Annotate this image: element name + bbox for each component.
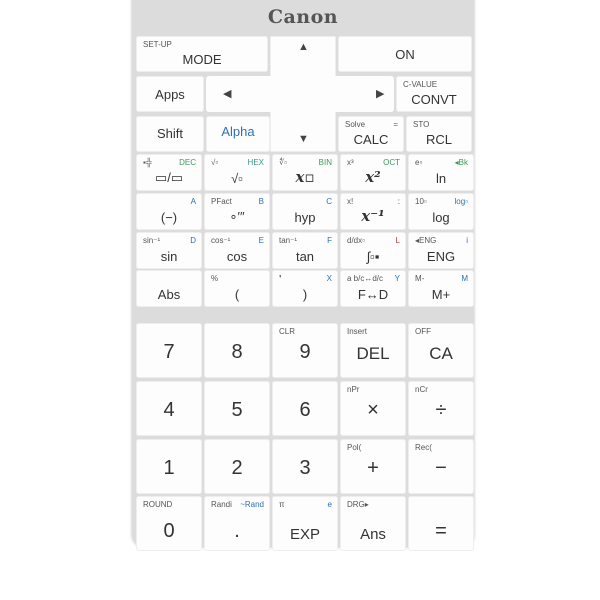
- num-key-shift-label: ROUND: [143, 500, 173, 509]
- num-key[interactable]: [136, 381, 202, 436]
- num-key[interactable]: [408, 496, 474, 551]
- mode-label: MODE: [182, 52, 222, 67]
- fn-key-shift-label: ◂ENG: [415, 236, 437, 245]
- fn-key-alpha-label: A: [190, 197, 196, 206]
- num-key-label: 9: [299, 341, 311, 363]
- num-key-shift-label: CLR: [279, 327, 296, 336]
- fn-key-label: √▫: [231, 171, 243, 186]
- num-key-alpha-label: e: [327, 500, 332, 509]
- num-key-label: DEL: [356, 344, 390, 363]
- fn-key[interactable]: [204, 232, 270, 269]
- fn-key-alpha-label: DEC: [179, 158, 196, 167]
- num-key-shift-label: DRG▸: [347, 500, 369, 509]
- brand-logo: Canon: [267, 6, 339, 28]
- alpha-label: Alpha: [221, 124, 255, 139]
- fn-key-alpha-label: :: [397, 197, 400, 206]
- fn-key-label: tan: [295, 249, 315, 264]
- fn-key[interactable]: [136, 270, 202, 307]
- num-key-label: CA: [429, 344, 453, 363]
- num-key-shift-label: Randi: [211, 500, 232, 509]
- num-key-label: EXP: [289, 526, 320, 543]
- setup-label: SET-UP: [143, 40, 172, 49]
- num-key-label: 0: [163, 520, 175, 542]
- fn-key[interactable]: [408, 193, 474, 230]
- fn-key[interactable]: [136, 232, 202, 269]
- num-key[interactable]: [272, 323, 338, 378]
- num-key[interactable]: [136, 496, 202, 551]
- num-key-shift-label: π: [279, 500, 285, 509]
- fn-key-alpha-label: F: [327, 236, 332, 245]
- convt-key[interactable]: [396, 76, 472, 112]
- num-key-shift-label: Insert: [347, 327, 368, 336]
- num-key-label: 1: [163, 457, 175, 479]
- fn-key-alpha-label: L: [395, 236, 400, 245]
- fn-key-label: (: [234, 287, 240, 302]
- solve-label: Solve: [345, 120, 366, 129]
- num-key-label: 6: [299, 399, 311, 421]
- fn-key[interactable]: [272, 154, 338, 191]
- fn-key-label: hyp: [294, 210, 316, 225]
- fn-key[interactable]: [272, 270, 338, 307]
- arrow-down-icon[interactable]: ▼: [298, 133, 309, 145]
- fn-key-shift-label: √▫: [211, 158, 219, 167]
- shift-key[interactable]: [136, 116, 204, 152]
- fn-key-shift-label: tan⁻¹: [279, 236, 298, 245]
- fn-key-label: x⁻¹: [361, 207, 385, 225]
- fn-key[interactable]: [204, 154, 270, 191]
- fn-key-alpha-label: ◂Bk: [454, 158, 468, 167]
- shift-label: Shift: [156, 126, 183, 141]
- num-key-label: .: [234, 520, 240, 542]
- num-key-shift-label: nCr: [415, 385, 428, 394]
- fn-key[interactable]: [136, 193, 202, 230]
- num-key-label: 3: [299, 457, 311, 479]
- fn-key[interactable]: [272, 232, 338, 269]
- fn-key-label: ∘′″: [229, 209, 245, 224]
- fn-key-alpha-label: X: [326, 274, 332, 283]
- fn-key-label: log: [432, 210, 450, 225]
- num-key-label: =: [435, 520, 447, 542]
- fn-key-label: x²: [365, 168, 381, 186]
- num-key[interactable]: [340, 323, 406, 378]
- rcl-key[interactable]: [406, 116, 472, 152]
- fn-key-shift-label: ∜▫: [279, 158, 287, 167]
- fn-key[interactable]: [408, 154, 474, 191]
- fn-key-shift-label: 10▫: [415, 197, 427, 206]
- num-key-shift-label: nPr: [347, 385, 360, 394]
- fn-key-label: x▫: [295, 168, 315, 186]
- arrow-left-icon[interactable]: ◀: [223, 88, 232, 100]
- fn-key-shift-label: sin⁻¹: [143, 236, 161, 245]
- fn-key-label: ∫▫▪: [366, 249, 380, 264]
- fn-key-shift-label: M-: [415, 274, 425, 283]
- fn-key-alpha-label: Y: [394, 274, 400, 283]
- fn-key[interactable]: [204, 193, 270, 230]
- fn-key-shift-label: cos⁻¹: [211, 236, 231, 245]
- num-key-label: ×: [367, 399, 379, 421]
- fn-key-alpha-label: B: [258, 197, 264, 206]
- fn-key-alpha-label: C: [326, 197, 332, 206]
- apps-label: Apps: [155, 87, 185, 102]
- fn-key-label: cos: [226, 249, 248, 264]
- fn-key-alpha-label: M: [461, 274, 468, 283]
- num-key-label: +: [367, 457, 379, 479]
- fn-key-shift-label: d/dx▫: [347, 236, 365, 245]
- mode-key[interactable]: [136, 36, 268, 72]
- solve-eq-label: =: [393, 120, 398, 129]
- cvalue-label: C-VALUE: [403, 80, 438, 89]
- fn-key-label: (−): [160, 210, 178, 225]
- num-key[interactable]: [204, 381, 270, 436]
- num-key-label: 2: [231, 457, 243, 479]
- fn-key-shift-label: e▫: [415, 158, 423, 167]
- num-key[interactable]: [204, 496, 270, 551]
- fn-key[interactable]: [272, 193, 338, 230]
- num-key[interactable]: [340, 439, 406, 494]
- num-key-label: 4: [163, 399, 175, 421]
- fn-key-alpha-label: BIN: [318, 158, 332, 167]
- num-key-label: 8: [231, 341, 243, 363]
- fn-key[interactable]: [204, 270, 270, 307]
- num-key-label: 5: [231, 399, 243, 421]
- fn-key-alpha-label: i: [466, 236, 468, 245]
- num-key[interactable]: [204, 439, 270, 494]
- apps-key[interactable]: [136, 76, 204, 112]
- num-key-alpha-label: ~Rand: [240, 500, 264, 509]
- fn-key-label: Abs: [157, 287, 181, 302]
- num-key[interactable]: [136, 323, 202, 378]
- fn-key-alpha-label: HEX: [247, 158, 264, 167]
- fn-key-label: sin: [160, 249, 178, 264]
- fn-key-shift-label: PFact: [211, 197, 232, 206]
- num-key[interactable]: [272, 496, 338, 551]
- num-key[interactable]: [272, 381, 338, 436]
- on-key[interactable]: [338, 36, 472, 72]
- calc-label: CALC: [353, 132, 389, 147]
- num-key-label: −: [435, 457, 447, 479]
- num-key[interactable]: [340, 381, 406, 436]
- num-key-label: ÷: [435, 399, 447, 421]
- alpha-key[interactable]: [206, 116, 270, 152]
- num-key[interactable]: [136, 439, 202, 494]
- num-key[interactable]: [340, 496, 406, 551]
- fn-key-label: F↔D: [357, 287, 389, 302]
- num-key[interactable]: [408, 323, 474, 378]
- num-key[interactable]: [204, 323, 270, 378]
- fn-key-shift-label: a b/c↔d/c: [347, 274, 384, 283]
- fn-key-label: ▭/▭: [154, 170, 184, 185]
- fn-key[interactable]: [408, 270, 474, 307]
- num-key[interactable]: [272, 439, 338, 494]
- fn-key[interactable]: [340, 193, 406, 230]
- fn-key[interactable]: [340, 154, 406, 191]
- calc-key[interactable]: [338, 116, 404, 152]
- sto-label: STO: [413, 120, 430, 129]
- on-label: ON: [395, 47, 415, 62]
- fn-key-shift-label: ❜: [279, 274, 282, 283]
- fn-key-alpha-label: log▫: [454, 197, 468, 206]
- num-key[interactable]: [408, 439, 474, 494]
- fn-key-label: ln: [435, 171, 447, 186]
- fn-key-shift-label: ▪╬: [143, 158, 152, 167]
- num-key-shift-label: Rec(: [415, 443, 432, 452]
- fn-key-alpha-label: D: [190, 236, 196, 245]
- num-key-label: Ans: [360, 526, 386, 543]
- num-key[interactable]: [408, 381, 474, 436]
- num-key-shift-label: Pol(: [347, 443, 362, 452]
- num-key-label: 7: [163, 341, 175, 363]
- fn-key-label: ENG: [426, 249, 456, 264]
- fn-key[interactable]: [408, 232, 474, 269]
- fn-key[interactable]: [340, 270, 406, 307]
- fn-key-alpha-label: E: [258, 236, 264, 245]
- arrow-up-icon[interactable]: ▲: [298, 41, 309, 53]
- fn-key-alpha-label: OCT: [383, 158, 400, 167]
- rcl-label: RCL: [425, 132, 452, 147]
- fn-key-shift-label: x!: [347, 197, 354, 206]
- fn-key-shift-label: x³: [347, 158, 354, 167]
- fn-key-shift-label: %: [211, 274, 219, 283]
- arrow-right-icon[interactable]: ▶: [376, 88, 385, 100]
- fn-key[interactable]: [136, 154, 202, 191]
- convt-label: CONVT: [411, 92, 457, 107]
- num-key-shift-label: OFF: [415, 327, 431, 336]
- fn-key-label: M+: [431, 287, 451, 302]
- fn-key-label: ): [302, 287, 308, 302]
- fn-key[interactable]: [340, 232, 406, 269]
